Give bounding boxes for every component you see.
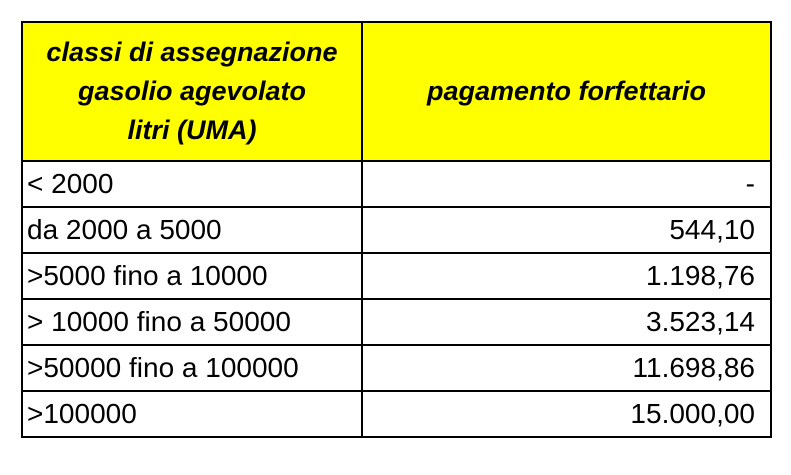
header-row [22,22,771,161]
row-class-cell: >100000 [22,391,362,437]
header-assignment-class [22,22,362,161]
row-class-cell: >50000 fino a 100000 [22,345,362,391]
row-payment-cell: 3.523,14 [362,299,771,345]
header-assignment-class-line-2: gasolio agevolato [77,76,307,106]
row-payment-cell: 11.698,86 [362,345,771,391]
row-class-cell: >5000 fino a 10000 [22,253,362,299]
table-header [22,22,771,161]
row-payment-cell: 15.000,00 [362,391,771,437]
row-payment-cell: 1.198,76 [362,253,771,299]
header-assignment-class-line-3: litri (UMA) [127,115,257,145]
row-class-cell: < 2000 [22,161,362,207]
fee-table [21,21,772,438]
header-flat-payment: pagamento forfettario [362,22,771,161]
table-row [22,161,771,207]
table-row [22,299,771,345]
table-row [22,391,771,437]
row-payment-cell: - [362,161,771,207]
row-class-cell: > 10000 fino a 50000 [22,299,362,345]
table-body [22,161,771,437]
header-assignment-class-line-1: classi di assegnazione [46,37,338,67]
row-class-cell: da 2000 a 5000 [22,207,362,253]
table-row [22,253,771,299]
table-row [22,207,771,253]
table-row [22,345,771,391]
row-payment-cell: 544,10 [362,207,771,253]
